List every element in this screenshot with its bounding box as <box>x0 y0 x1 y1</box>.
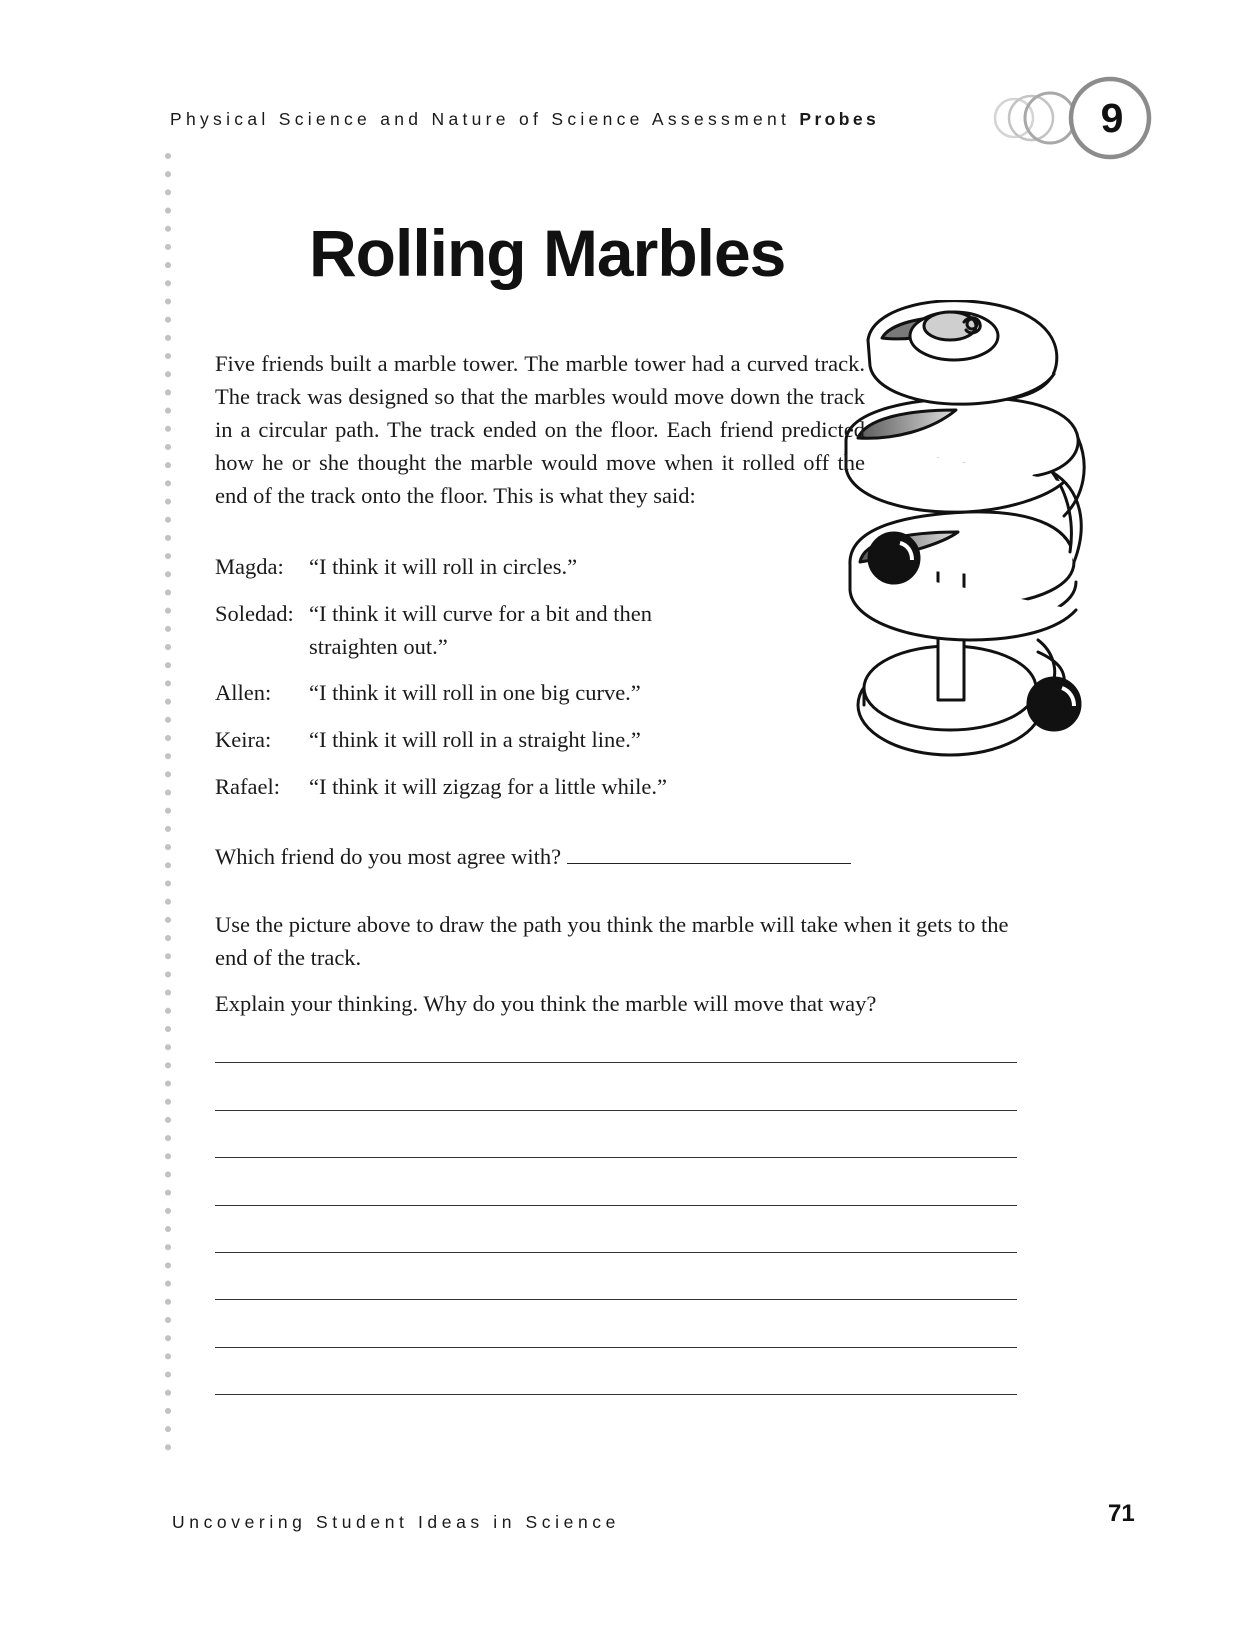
probe-number: 9 <box>1100 95 1124 141</box>
quote-text-continued: straighten out.” <box>309 634 448 659</box>
quote-speaker: Magda: <box>215 554 284 579</box>
answer-line[interactable] <box>215 1157 1017 1158</box>
answer-line[interactable] <box>215 1299 1017 1300</box>
quote-speaker: Allen: <box>215 680 272 705</box>
running-header <box>170 109 879 130</box>
intro-paragraph: Five friends built a marble tower. The marble tower had a curved track. The track was designed so that the marbles would move down the track in a circular path. The track ended on the floor. Each friend predicted how he or she thought the marble would move when it rolled off the end of the track onto the floor. This is what they said: <box>215 351 865 508</box>
footer-book-title: Uncovering Student Ideas in Science <box>172 1512 620 1532</box>
answer-line[interactable] <box>215 1110 1017 1111</box>
quote-text: “I think it will roll in one big curve.” <box>309 680 641 705</box>
friend-answer-blank[interactable] <box>567 841 851 864</box>
series-title-bold: Probes <box>799 109 880 129</box>
quote-text: “I think it will zigzag for a little while.” <box>309 774 668 799</box>
answer-line[interactable] <box>215 1062 1017 1063</box>
margin-dots <box>164 152 172 1452</box>
answer-line[interactable] <box>215 1252 1017 1253</box>
marble-tower-illustration <box>838 300 1118 780</box>
explain-prompt: Explain your thinking. Why do you think the marble will move that way? <box>215 991 877 1016</box>
quote-speaker: Soledad: <box>215 601 294 626</box>
answer-line[interactable] <box>215 1205 1017 1206</box>
page-number: 71 <box>1108 1500 1135 1527</box>
agree-question-text: Which friend do you most agree with? <box>215 844 562 869</box>
quote-text: “I think it will roll in circles.” <box>309 554 578 579</box>
page-title: Rolling Marbles <box>309 216 786 290</box>
answer-line[interactable] <box>215 1394 1017 1395</box>
quote-speaker: Keira: <box>215 727 272 752</box>
quote-speaker: Rafael: <box>215 774 280 799</box>
quote-text: “I think it will curve for a bit and then <box>309 601 653 626</box>
series-title: Physical Science and Nature of Science Assessment <box>170 109 791 129</box>
answer-line[interactable] <box>215 1347 1017 1348</box>
draw-instruction: Use the picture above to draw the path you think the marble will take when it gets to the end of the track. <box>215 912 1009 970</box>
agree-question <box>215 840 851 873</box>
quote-text: “I think it will roll in a straight line.” <box>309 727 641 752</box>
